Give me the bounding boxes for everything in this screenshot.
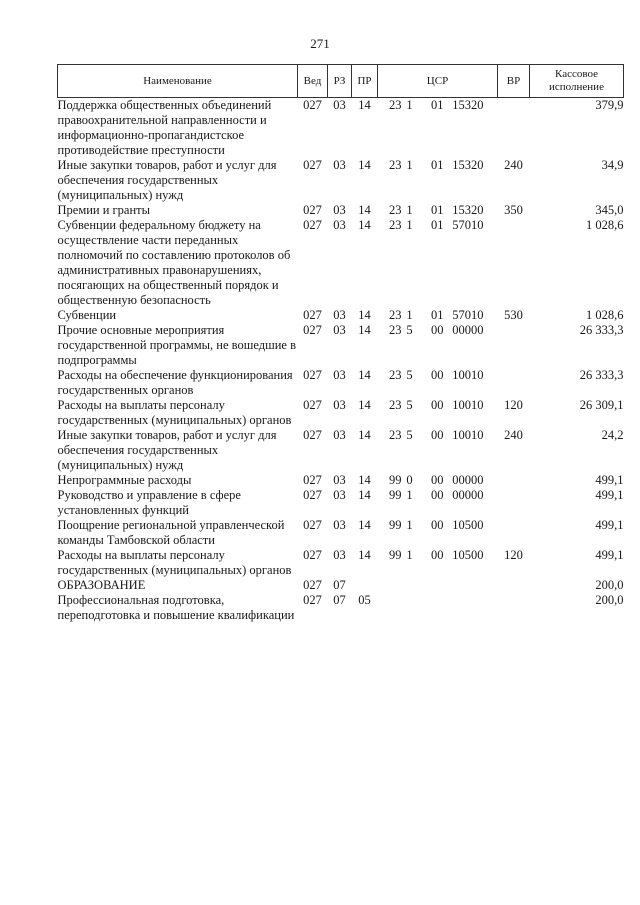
row-csr-part: 1 (406, 518, 413, 532)
row-csr-part: 15320 (452, 98, 484, 112)
row-csr-part: 00 (431, 428, 444, 442)
row-csr-part: 1 (406, 308, 413, 322)
table-row (58, 518, 624, 548)
row-csr-part: 00000 (452, 488, 484, 502)
row-csr-part: 01 (431, 308, 444, 322)
row-rz: 03 (333, 323, 346, 337)
row-sum: 200,0 (595, 578, 624, 592)
row-vr (498, 98, 530, 159)
row-csr-part: 5 (406, 323, 413, 337)
row-csr (378, 203, 498, 218)
row-csr-part: 1 (406, 488, 413, 502)
table-header-row (58, 65, 624, 98)
row-vr: 120 (504, 398, 523, 412)
table-row (58, 593, 624, 623)
table-row (58, 308, 624, 323)
header-rz: РЗ (328, 65, 352, 98)
row-name: Расходы на выплаты персоналу государственных (муниципальных) органов (57, 398, 292, 427)
row-csr (378, 308, 498, 323)
table-row (58, 488, 624, 518)
table-row (58, 548, 624, 578)
row-ved: 027 (303, 518, 322, 532)
row-sum: 34,9 (601, 158, 624, 172)
row-csr (378, 158, 498, 203)
table-row (58, 98, 624, 159)
row-csr-part: 5 (406, 428, 413, 442)
row-csr-part: 1 (406, 548, 413, 562)
row-rz: 03 (333, 548, 346, 562)
row-rz: 03 (333, 518, 346, 532)
row-csr (378, 488, 498, 518)
row-csr-part: 01 (431, 158, 444, 172)
row-csr-part: 0 (406, 473, 413, 487)
row-rz: 03 (333, 368, 346, 382)
row-csr-part: 10500 (452, 518, 484, 532)
row-vr (498, 473, 530, 488)
row-vr (498, 593, 530, 623)
row-csr-part: 01 (431, 218, 444, 232)
header-csr: ЦСР (378, 65, 498, 98)
row-vr: 240 (504, 428, 523, 442)
row-name: Непрограммные расходы (57, 473, 192, 487)
row-csr-part: 1 (406, 98, 413, 112)
row-sum: 1 028,6 (586, 308, 624, 322)
row-ved: 027 (303, 398, 322, 412)
row-vr (498, 368, 530, 398)
row-name: Расходы на выплаты персоналу государственных (муниципальных) органов (57, 548, 292, 577)
row-vr (498, 578, 530, 593)
row-ved: 027 (303, 203, 322, 217)
row-name: Прочие основные мероприятия государственной программы, не вошедшие в подпрограммы (57, 323, 296, 367)
row-rz: 03 (333, 488, 346, 502)
row-name: Расходы на обеспечение функционирования государственных органов (57, 368, 293, 397)
row-rz: 03 (333, 308, 346, 322)
row-pr: 14 (358, 218, 371, 232)
row-name: Премии и гранты (57, 203, 151, 217)
row-rz: 03 (333, 428, 346, 442)
table-row (58, 158, 624, 203)
row-sum: 26 333,3 (579, 368, 624, 382)
row-csr-part: 99 (389, 488, 402, 502)
row-pr: 14 (358, 323, 371, 337)
row-csr-part: 23 (389, 308, 402, 322)
row-csr (378, 218, 498, 308)
row-ved: 027 (303, 578, 322, 592)
row-sum: 200,0 (595, 593, 624, 607)
row-csr-part: 1 (406, 203, 413, 217)
row-csr-part: 00 (431, 473, 444, 487)
row-csr (378, 98, 498, 159)
row-csr-part: 99 (389, 518, 402, 532)
row-ved: 027 (303, 593, 322, 607)
row-vr: 120 (504, 548, 523, 562)
row-vr: 240 (504, 158, 523, 172)
table-row (58, 428, 624, 473)
row-rz: 07 (333, 578, 346, 592)
row-csr-part: 23 (389, 98, 402, 112)
row-csr (378, 473, 498, 488)
row-sum: 499,1 (595, 473, 624, 487)
row-csr-part: 1 (406, 158, 413, 172)
row-csr-part: 57010 (452, 218, 484, 232)
row-pr: 14 (358, 203, 371, 217)
row-rz: 03 (333, 218, 346, 232)
row-csr-part: 01 (431, 98, 444, 112)
row-sum: 26 309,1 (579, 398, 624, 412)
row-pr: 14 (358, 473, 371, 487)
row-rz: 03 (333, 158, 346, 172)
row-rz: 03 (333, 398, 346, 412)
row-csr-part: 10010 (452, 398, 484, 412)
row-vr (498, 323, 530, 368)
row-csr-part: 23 (389, 203, 402, 217)
row-name: Иные закупки товаров, работ и услуг для обеспечения государственных (муниципальных) нужд (57, 428, 277, 472)
row-rz: 03 (333, 203, 346, 217)
row-pr: 14 (358, 488, 371, 502)
row-name: Иные закупки товаров, работ и услуг для обеспечения государственных (муниципальных) нужд (57, 158, 277, 202)
row-pr: 14 (358, 368, 371, 382)
row-csr-part: 10010 (452, 428, 484, 442)
page-number: 271 (310, 36, 330, 51)
row-csr (378, 398, 498, 428)
header-kasse: Кассовое исполнение (530, 65, 624, 98)
row-csr-part: 10010 (452, 368, 484, 382)
row-csr-part: 00 (431, 518, 444, 532)
row-ved: 027 (303, 473, 322, 487)
row-vr (498, 218, 530, 308)
row-sum: 499,1 (595, 548, 624, 562)
row-ved: 027 (303, 428, 322, 442)
row-vr (498, 518, 530, 548)
table-body (58, 98, 624, 624)
row-sum: 1 028,6 (586, 218, 624, 232)
row-pr: 14 (358, 158, 371, 172)
row-csr-part: 00 (431, 323, 444, 337)
row-rz: 03 (333, 98, 346, 112)
header-ved: Вед (298, 65, 328, 98)
row-pr: 14 (358, 428, 371, 442)
row-pr: 14 (358, 398, 371, 412)
row-csr (378, 548, 498, 578)
row-csr-part: 1 (406, 218, 413, 232)
header-pr: ПР (352, 65, 378, 98)
row-pr: 14 (358, 98, 371, 112)
row-csr (378, 593, 498, 623)
row-ved: 027 (303, 368, 322, 382)
row-csr-part: 99 (389, 548, 402, 562)
header-name: Наименование (58, 65, 298, 98)
row-name: ОБРАЗОВАНИЕ (57, 578, 146, 592)
row-csr (378, 368, 498, 398)
row-pr: 14 (358, 518, 371, 532)
row-csr-part: 5 (406, 368, 413, 382)
table-row (58, 473, 624, 488)
row-sum: 499,1 (595, 518, 624, 532)
table-row (58, 398, 624, 428)
row-csr-part: 5 (406, 398, 413, 412)
row-sum: 499,1 (595, 488, 624, 502)
row-csr-part: 23 (389, 218, 402, 232)
row-csr-part: 23 (389, 398, 402, 412)
row-name: Профессиональная подготовка, переподготовка и повышение квалификации (57, 593, 295, 622)
row-csr-part: 15320 (452, 203, 484, 217)
row-ved: 027 (303, 218, 322, 232)
row-csr (378, 323, 498, 368)
row-csr-part: 00 (431, 548, 444, 562)
row-ved: 027 (303, 323, 322, 337)
table-row (58, 218, 624, 308)
row-name: Поощрение региональной управленческой команды Тамбовской области (57, 518, 285, 547)
row-vr (498, 488, 530, 518)
row-csr (378, 578, 498, 593)
table-row (58, 323, 624, 368)
row-csr-part: 00000 (452, 473, 484, 487)
row-pr: 14 (358, 308, 371, 322)
header-vr: ВР (498, 65, 530, 98)
row-csr-part: 10500 (452, 548, 484, 562)
budget-table (57, 64, 624, 623)
row-ved: 027 (303, 98, 322, 112)
table-row (58, 368, 624, 398)
row-csr-part: 00 (431, 488, 444, 502)
row-csr-part: 01 (431, 203, 444, 217)
row-csr-part: 00 (431, 398, 444, 412)
row-csr-part: 00 (431, 368, 444, 382)
row-pr: 14 (358, 548, 371, 562)
row-csr-part: 23 (389, 368, 402, 382)
row-name: Субвенции (57, 308, 117, 322)
row-name: Поддержка общественных объединений правоохранительной направленности и информационно-пропагандистское противодействие преступности (57, 98, 272, 157)
row-vr: 530 (504, 308, 523, 322)
row-ved: 027 (303, 308, 322, 322)
row-csr-part: 99 (389, 473, 402, 487)
row-csr-part: 00000 (452, 323, 484, 337)
row-pr (352, 578, 378, 593)
row-rz: 03 (333, 473, 346, 487)
row-csr-part: 23 (389, 428, 402, 442)
row-ved: 027 (303, 158, 322, 172)
row-rz: 07 (333, 593, 346, 607)
row-csr (378, 428, 498, 473)
row-csr-part: 23 (389, 323, 402, 337)
row-sum: 24,2 (601, 428, 624, 442)
row-pr: 05 (358, 593, 371, 607)
row-sum: 345,0 (595, 203, 624, 217)
row-csr (378, 518, 498, 548)
row-csr-part: 23 (389, 158, 402, 172)
table-row (58, 203, 624, 218)
row-sum: 26 333,3 (579, 323, 624, 337)
row-csr-part: 57010 (452, 308, 484, 322)
row-ved: 027 (303, 548, 322, 562)
table-row (58, 578, 624, 593)
row-sum: 379,9 (595, 98, 624, 112)
row-name: Руководство и управление в сфере установленных функций (57, 488, 241, 517)
row-name: Субвенции федеральному бюджету на осуществление части переданных полномочий по составлению протоколов об административных правонарушениях, посягающих на общественный порядок и общественную безопасность (57, 218, 291, 307)
row-vr: 350 (504, 203, 523, 217)
row-ved: 027 (303, 488, 322, 502)
row-csr-part: 15320 (452, 158, 484, 172)
